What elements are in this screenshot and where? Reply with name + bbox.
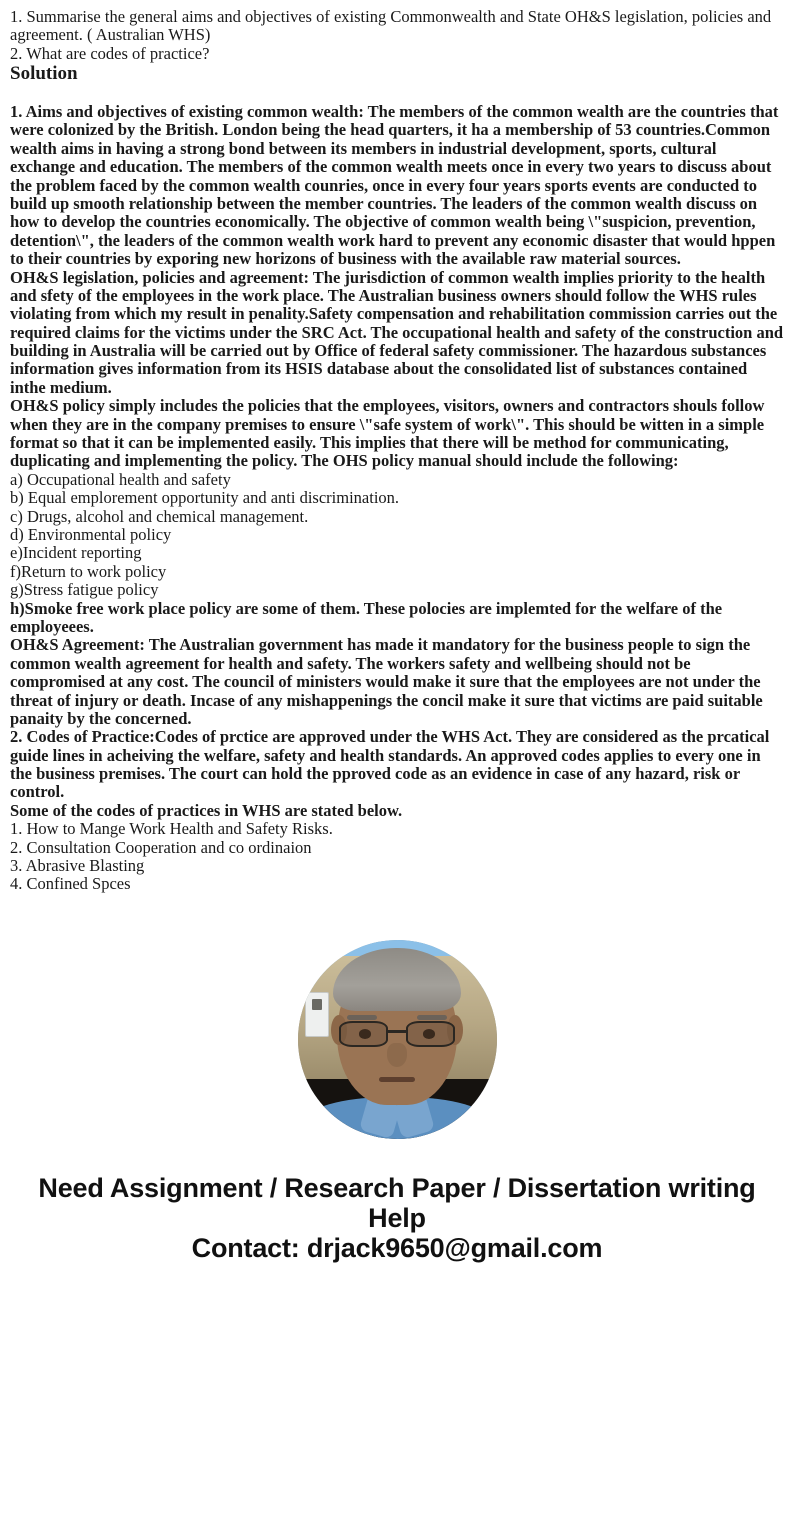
spacer — [10, 894, 784, 930]
avatar-background-switchplate — [305, 992, 329, 1038]
avatar-eye-right — [423, 1029, 435, 1038]
footer-contact: Contact: drjack9650@gmail.com — [191, 1233, 603, 1264]
question-2: 2. What are codes of practice? — [10, 43, 210, 63]
question-1: 1. Summarise the general aims and objectives of existing Commonwealth and State OH&S legislation, policies and agreement. ( Australian WHS) — [10, 7, 772, 45]
list-item: g)Stress fatigue policy — [10, 580, 159, 600]
list-item: c) Drugs, alcohol and chemical management. — [10, 506, 309, 526]
list-item: a) Occupational health and safety — [10, 469, 231, 489]
paragraph-legislation: OH&S legislation, policies and agreement: The jurisdiction of common wealth implies priority to the health and sfety of the employees in the work place. The Australian business owners should follow the WHS rules violating from which my result in penality.Safety compensation and rehabilitation commission carries out the required claims for the victims under the SRC Act. The occupational health and safety of the construction and building in Australia will be carried out by Office of federal safety commissioner. The hazardous substances information gives information from its HSIS database about the consolidated list of substances contained inthe medium. — [10, 267, 784, 397]
solution-heading: Solution — [10, 63, 78, 85]
avatar-container — [10, 940, 784, 1139]
list-item: e)Incident reporting — [10, 543, 142, 563]
code-list-item: 3. Abrasive Blasting — [10, 856, 145, 876]
avatar-nose — [387, 1043, 407, 1067]
footer — [10, 1173, 784, 1282]
paragraph-aims-objectives: 1. Aims and objectives of existing common wealth: The members of the common wealth are the countries that were colonized by the British. London being the head quarters, it ha a membership of 53 countries.Common wealth aims in having a strong bond between its members in industrial development, sports, cultural exchange and education. The members of the common wealth meets once in every two years to discuss about the problem faced by the common wealth counries, once in every four years sports events are conducted to build up smooth relationship between the member countries. The leaders of the common wealth discuss on how to develop the countries economically. The objective of common wealth being \"suspicion, prevention, detention\", the leaders of the common wealth work hard to prevent any economic disaster that would hppen to their countries by exporing new horizons of business with the available raw material sources. — [10, 102, 779, 269]
paragraph-codes-of-practice: 2. Codes of Practice:Codes of prctice are approved under the WHS Act. They are considered as the prcatical guide lines in acheiving the welfare, safety and health standards. An approved codes applies to every one in the business premises. The court can hold the pproved code as an evidence in case of any hazard, risk or control. — [10, 727, 770, 802]
code-list-item: 1. How to Mange Work Health and Safety Risks. — [10, 819, 333, 839]
paragraph-agreement: OH&S Agreement: The Australian government has made it mandatory for the business people to sign the common wealth agreement for health and safety. The workers safety and wellbeing should not be compromised at any cost. The council of ministers would make it sure that the employees are not under the threat of injury or death. Incase of any mishappenings the concil make it sure that victims are paid suitable panaity by the concerned. — [10, 635, 763, 728]
list-item: b) Equal emplorement opportunity and anti discrimination. — [10, 488, 400, 508]
footer-headline: Need Assignment / Research Paper / Dissertation writing Help — [38, 1172, 756, 1234]
list-item-h: h)Smoke free work place policy are some of them. These polocies are implemted for the welfare of the employeees. — [10, 598, 723, 636]
list-item: f)Return to work policy — [10, 561, 167, 581]
avatar-eyebrow-right — [417, 1015, 447, 1020]
codes-intro-text: Some of the codes of practices in WHS are stated below. — [10, 800, 403, 820]
avatar-eyebrow-left — [347, 1015, 377, 1020]
avatar-eye-left — [359, 1029, 371, 1038]
code-list-item: 2. Consultation Cooperation and co ordinaion — [10, 837, 312, 857]
avatar — [298, 940, 497, 1139]
avatar-glasses-bridge — [388, 1030, 406, 1033]
code-list-item: 4. Confined Spces — [10, 874, 131, 894]
avatar-mouth — [379, 1077, 415, 1082]
paragraph-policy: OH&S policy simply includes the policies that the employees, visitors, owners and contractors shouls follow when they are in the company premises to ensure \"safe system of work\". This should be witten in a simple format so that it can be implemented easily. This implies that there will be method for communicating, duplicating and implementing the policy. The OHS policy manual should include the following: — [10, 396, 765, 471]
list-item: d) Environmental policy — [10, 525, 172, 544]
